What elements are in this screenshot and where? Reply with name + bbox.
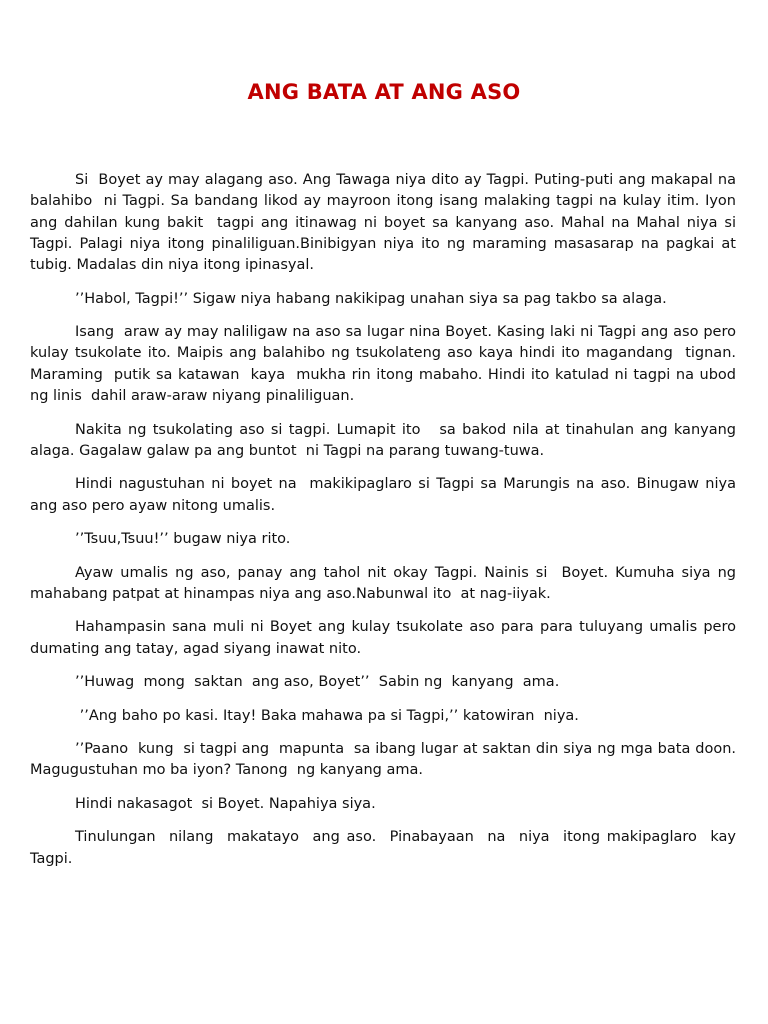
paragraph: Hahampasin sana muli ni Boyet ang kulay tsukolate aso para para tuluyang umalis pero dumating ang tatay, agad siyang inawat nito. [30,619,741,657]
paragraph: ’’Ang baho po kasi. Itay! Baka mahawa pa si Tagpi,’’ katowiran niya. [75,707,579,724]
paragraph: ’’Tsuu,Tsuu!’’ bugaw niya rito. [75,531,291,548]
paragraph: Hindi nagustuhan ni boyet na makikipaglaro si Tagpi sa Marungis na aso. Binugaw niya ang aso pero ayaw nitong umalis. [30,476,741,514]
document-body [30,170,741,882]
paragraph: ’’Habol, Tagpi!’’ Sigaw niya habang nakikipag unahan siya sa pag takbo sa alaga. [75,290,667,307]
paragraph: Hindi nakasagot si Boyet. Napahiya siya. [75,795,376,812]
paragraph: ’’Paano kung si tagpi ang mapunta sa ibang lugar at saktan din siya ng mga bata doon. Magugustuhan mo ba iyon? Tanong ng kanyang ama. [30,741,741,779]
paragraph: Ayaw umalis ng aso, panay ang tahol nit okay Tagpi. Nainis si Boyet. Kumuha siya ng mahabang patpat at hinampas niya ang aso.Nabunwal ito at nag-iiyak. [30,564,741,602]
paragraph: Si Boyet ay may alagang aso. Ang Tawaga niya dito ay Tagpi. Puting-puti ang makapal na balahibo ni Tagpi. Sa bandang likod ay mayroon itong isang malaking tagpi na kulay itim. Iyon ang dahilan kung bakit tagpi ang itinawag ni boyet sa kanyang aso. Mahal na Mahal niya si Tagpi. Palagi niya itong pinaliliguan.Binibigyan niya ito ng maraming masasarap na pagkai at tubig. Madalas din niya itong ipinasyal. [30,172,741,274]
paragraph: Isang araw ay may naliligaw na aso sa lugar nina Boyet. Kasing laki ni Tagpi ang aso pero kulay tsukolate ito. Maipis ang balahibo ng tsukolateng aso kaya hindi ito magandang tignan. Maraming putik sa katawan kaya mukha rin itong mabaho. Hindi ito katulad ni tagpi na ubod ng linis dahil araw-araw niyang pinaliliguan. [30,324,741,405]
paragraph: Nakita ng tsukolating aso si tagpi. Lumapit ito sa bakod nila at tinahulan ang kanyang alaga. Gagalaw galaw pa ang buntot ni Tagpi na parang tuwang-tuwa. [30,421,741,459]
paragraph: Tinulungan nilang makatayo ang aso. Pinabayaan na niya itong makipaglaro kay Tagpi. [30,829,741,867]
document-title: ANG BATA AT ANG ASO [247,80,521,104]
paragraph: ’’Huwag mong saktan ang aso, Boyet’’ Sabin ng kanyang ama. [75,674,560,691]
